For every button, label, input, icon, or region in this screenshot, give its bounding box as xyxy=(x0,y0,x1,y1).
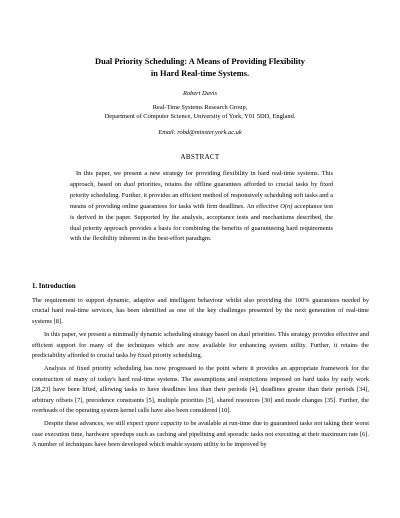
author-email: Email: robd@minster.york.ac.uk xyxy=(158,129,242,136)
intro-p2-dual-emphasis: dual xyxy=(238,331,251,339)
intro-p4-text-a: Despite these advances, we still expect xyxy=(44,420,146,428)
intro-p4-spare-capacity-emphasis: spare capacity xyxy=(145,420,183,428)
title-line-1: Dual Priority Scheduling: A Means of Providing Flexibility xyxy=(95,57,305,66)
paper-title xyxy=(0,56,400,80)
intro-p2-text-a: In this paper, we present a minimally dynamic scheduling strategy based on xyxy=(44,331,239,339)
author-name: Robert Davis xyxy=(183,90,217,97)
abstract-dual-emphasis: dual xyxy=(123,180,135,188)
intro-paragraph-3: Analysis of fixed priority scheduling has now progressed to the point where it provides an appropriate framework for the construction of many of today's hard real-time systems. The assumptions and restrictions imposed on hard tasks by early work [28,23] have been lifted, allowing tasks to have deadlines less than their periods [4], deadlines greater than their periods [34], arbitrary offsets [7], precedence constraints [5], multiple priorities [5], shared resources [30] and mode changes [35]. Further, the overheads of the operating system kernel calls have also been considered [10]. xyxy=(32,365,369,415)
introduction-body xyxy=(32,296,369,454)
abstract-heading: ABSTRACT xyxy=(180,153,220,161)
abstract-text-1: In this paper, we present a new strategy for providing flexibility in hard real-time systems. This approach, based on xyxy=(70,170,333,188)
title-line-2: in Hard Real-time Systems. xyxy=(150,69,250,78)
abstract-paragraph xyxy=(70,169,333,245)
affiliation xyxy=(0,103,400,121)
intro-p2-text-b: priorities. This strategy provides effective and efficient support for many of the techniques which are now available for enhancing system utility. Further, it retains the predictability afforded to crucial tasks by fixed priority scheduling. xyxy=(32,331,369,360)
affiliation-line-1: Real-Time Systems Research Group, xyxy=(152,104,248,111)
intro-paragraph-2 xyxy=(32,330,369,361)
intro-paragraph-4 xyxy=(32,419,369,450)
affiliation-line-2: Department of Computer Science, University of York, Y01 5DD, England. xyxy=(104,113,296,120)
intro-p4-text-b: to be available at run-time due to guaranteed tasks not taking their worst case execution time, hardware speedups such as caching and pipelining and sporadic tasks not executing at their maximum rate [6]. A number of techniques have been developed which enable system utility to be improved by xyxy=(32,420,370,449)
abstract-text-3: acceptance test is derived in the paper. Supported by the analysis, acceptance tests and mechanisms described, the dual priority approach provides a basis for combining the benefits of guaranteeing hard requirements with the flexibility inherent in the best-effort paradigm. xyxy=(70,202,333,243)
abstract-text-2: priorities, retains the offline guarantees afforded to crucial tasks by fixed priority scheduling. Further, it provides an efficient method of responsively scheduling soft tasks and a means of providing online guarantees for tasks with firm deadlines. An effective xyxy=(70,180,333,210)
abstract-body xyxy=(70,169,333,245)
intro-paragraph-1: The requirement to support dynamic, adaptive and intelligent behaviour whilst also providing the 100% guarantees needed by crucial hard real-time services, has been identified as one of the key challenges presented by the next generation of real-time systems [8]. xyxy=(32,297,369,325)
abstract-complexity: O(n) xyxy=(280,202,293,210)
section-heading-introduction: 1. Introduction xyxy=(32,283,76,290)
